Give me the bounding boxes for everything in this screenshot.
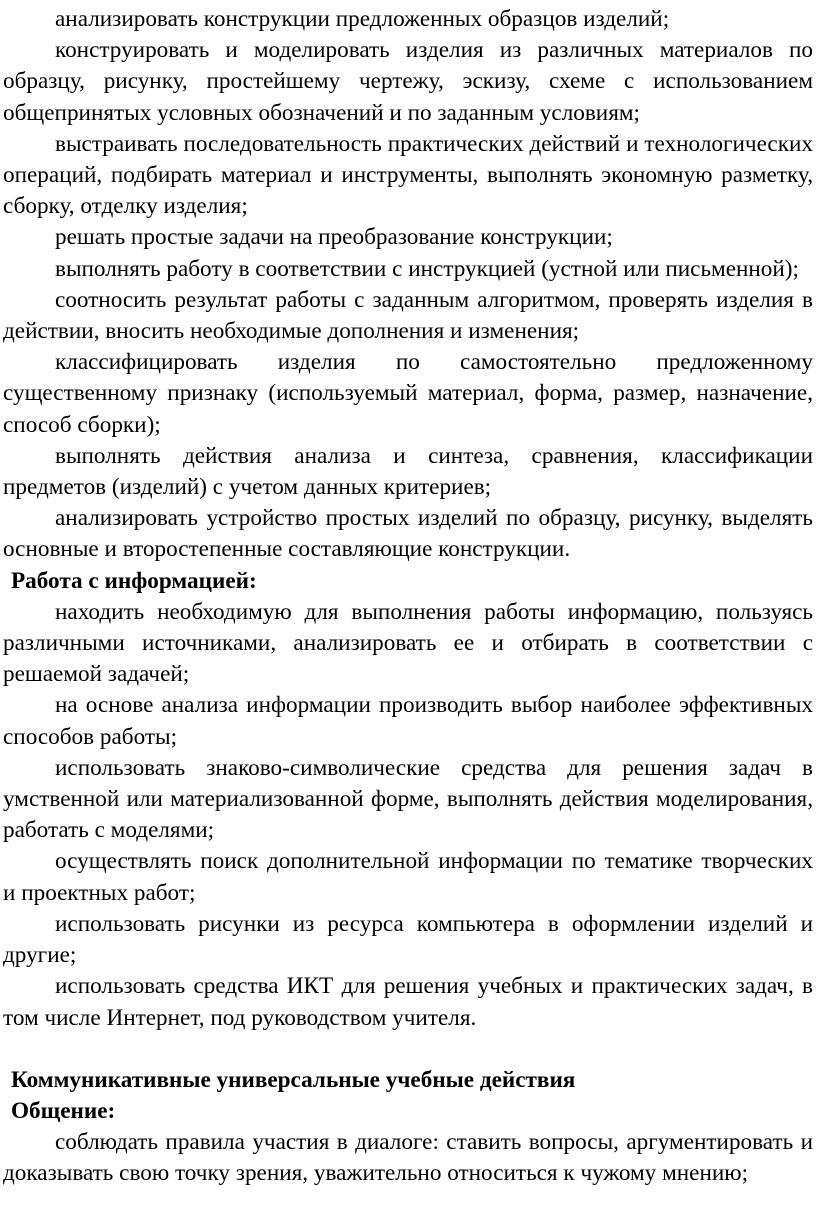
paragraph: осуществлять поиск дополнительной информации по тематике творческих и проектных работ; (3, 848, 813, 906)
paragraph: решать простые задачи на преобразование конструкции; (55, 224, 613, 251)
paragraph: классифицировать изделия по самостоятельно предложенному существенному признаку (используемый материал, форма, размер, назначение, способ сборки); (3, 349, 813, 438)
paragraph: выполнять работу в соответствии с инструкцией (устной или письменной); (55, 255, 799, 282)
paragraph: находить необходимую для выполнения работы информацию, пользуясь различными источниками, анализировать ее и отбирать в соответствии с решаемой задачей; (3, 598, 813, 688)
paragraph: соблюдать правила участия в диалоге: ставить вопросы, аргументировать и доказывать свою точку зрения, уважительно относиться к чужому мнению; (3, 1129, 813, 1187)
paragraph: использовать рисунки из ресурса компьютера в оформлении изделий и другие; (3, 910, 813, 969)
paragraph: конструировать и моделировать изделия из различных материалов по образцу, рисунку, простейшему чертежу, эскизу, схеме с использованием общепринятых условных обозначений и по заданным условиям; (3, 37, 813, 126)
paragraph: на основе анализа информации производить выбор наиболее эффективных способов работы; (3, 692, 813, 750)
paragraph: использовать средства ИКТ для решения учебных и практических задач, в том числе Интернет, под руководством учителя. (3, 973, 813, 1031)
section-heading-communicative: Коммуникативные универсальные учебные действия (11, 1066, 576, 1093)
paragraph: использовать знаково-символические средства для решения задач в умственной или материализованной форме, выполнять действия моделирования, работать с моделями; (3, 754, 813, 844)
paragraph: выполнять действия анализа и синтеза, сравнения, классификации предметов (изделий) с учетом данных критериев; (3, 442, 813, 501)
paragraph: анализировать конструкции предложенных образцов изделий; (55, 6, 670, 32)
section-heading-obshenie: Общение: (11, 1097, 116, 1124)
paragraph: анализировать устройство простых изделий по образцу, рисунку, выделять основные и второстепенные составляющие конструкции. (3, 505, 813, 563)
section-heading-info: Работа с информацией: (11, 567, 257, 594)
paragraph: выстраивать последовательность практических действий и технологических операций, подбирать материал и инструменты, выполнять экономную разметку, сборку, отделку изделия; (3, 130, 813, 220)
paragraph: соотносить результат работы с заданным алгоритмом, проверять изделия в действии, вносить необходимые дополнения и изменения; (3, 286, 813, 345)
blank-line (3, 1034, 813, 1065)
